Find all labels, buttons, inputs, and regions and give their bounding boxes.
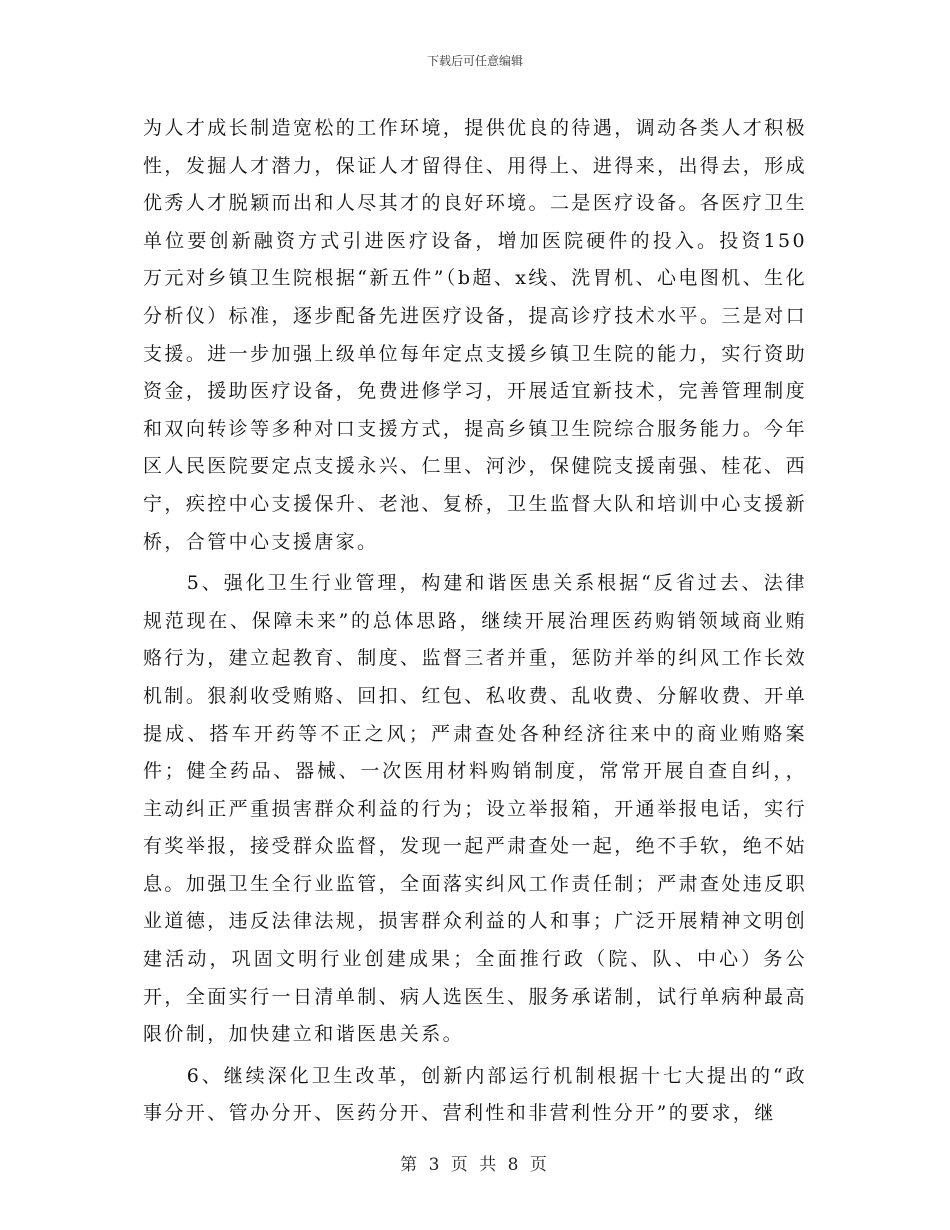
document-body <box>143 110 807 1137</box>
page-footer: 第 3 页 共 8 页 <box>400 1155 550 1175</box>
page-header: 下载后可任意编辑 <box>426 54 523 68</box>
paragraph-section-6: 6、继续深化卫生改革，创新内部运行机制根据十七大提出的“政事分开、管办分开、医药分开、营利性和非营利性分开”的要求，继 <box>143 1064 807 1125</box>
paragraph-continuation: 为人才成长制造宽松的工作环境，提供优良的待遇，调动各类人才积极性，发掘人才潜力，保证人才留得住、用得上、进得来，出得去，形成优秀人才脱颖而出和人尽其才的良好环境。二是医疗设备。各医疗卫生单位要创新融资方式引进医疗设备，增加医院硬件的投入。投资150万元对乡镇卫生院根据“新五件”（b超、x线、洗胃机、心电图机、生化分析仪）标准，逐步配备先进医疗设备，提高诊疗技术水平。三是对口支援。进一步加强上级单位每年定点支援乡镇卫生院的能力，实行资助资金，援助医疗设备，免费进修学习，开展适宜新技术，完善管理制度和双向转诊等多种对口支援方式，提高乡镇卫生院综合服务能力。今年区人民医院要定点支援永兴、仁里、河沙，保健院支援南强、桂花、西宁，疾控中心支援保升、老池、复桥，卫生监督大队和培训中心支援新桥，合管中心支援唐家。 <box>143 117 807 553</box>
paragraph-section-5: 5、强化卫生行业管理，构建和谐医患关系根据“反省过去、法律规范现在、保障未来”的总体思路，继续开展治理医药购销领域商业贿赂行为，建立起教育、制度、监督三者并重，惩防并举的纠风工作长效机制。狠刹收受贿赂、回扣、红包、私收费、乱收费、分解收费、开单提成、搭车开药等不正之风；严肃查处各种经济往来中的商业贿赂案件；健全药品、器械、一次医用材料购销制度，常常开展自查自纠，，主动纠正严重损害群众利益的行为；设立举报箱，开通举报电话，实行有奖举报，接受群众监督，发现一起严肃查处一起，绝不手软，绝不姑息。加强卫生全行业监管，全面落实纠风工作责任制；严肃查处违反职业道德，违反法律法规，损害群众利益的人和事；广泛开展精神文明创建活动，巩固文明行业创建成果；全面推行政（院、队、中心）务公开，全面实行一日清单制、病人选医生、服务承诺制，试行单病种最高限价制，加快建立和谐医患关系。 <box>143 572 807 1046</box>
